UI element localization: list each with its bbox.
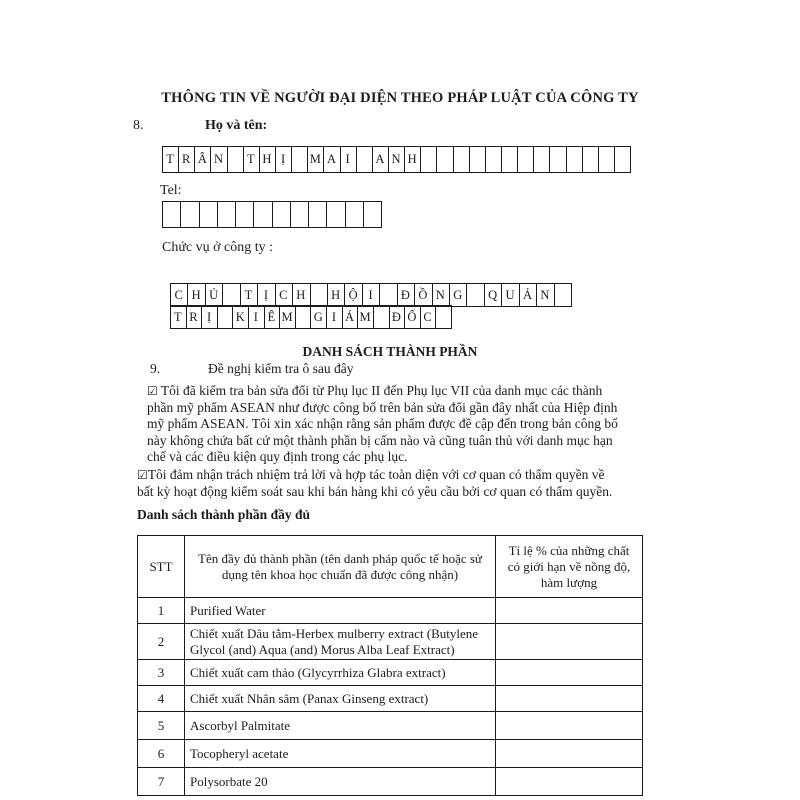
char-box: U <box>501 284 518 306</box>
char-box: N <box>536 284 553 306</box>
ingredient-percent[interactable] <box>496 740 643 768</box>
full-ingredient-list-heading: Danh sách thành phần đầy đủ <box>137 507 310 522</box>
ingredient-name: Chiết xuất Nhân sâm (Panax Ginseng extract) <box>185 686 496 712</box>
row-number: 5 <box>138 712 185 740</box>
char-box <box>163 202 180 227</box>
char-box: Ị <box>257 284 274 306</box>
char-box <box>420 147 436 172</box>
ingredient-percent[interactable] <box>496 598 643 624</box>
char-box: T <box>243 147 259 172</box>
checkbox-checked-icon[interactable]: ☑ <box>147 384 158 398</box>
char-box: Ị <box>275 147 291 172</box>
char-box: Đ <box>397 284 414 306</box>
char-box: Ộ <box>344 284 361 306</box>
char-box <box>356 147 372 172</box>
char-box: M <box>307 147 323 172</box>
char-box <box>222 284 239 306</box>
char-box: H <box>292 284 309 306</box>
declaration-2: ☑Tôi đảm nhận trách nhiệm trả lời và hợp tác toàn diện với cơ quan có thẩm quyền về bất kỳ hoạt động kiểm soát sau khi bán hàng khi có yêu cầu bởi cơ quan có thẩm quyền. <box>137 467 613 499</box>
char-box: A <box>323 147 339 172</box>
char-box: H <box>404 147 420 172</box>
ingredient-section-heading: DANH SÁCH THÀNH PHẦN <box>302 344 478 359</box>
char-box <box>453 147 469 172</box>
char-box: R <box>186 306 202 328</box>
char-box: T <box>166 152 175 166</box>
char-box: N <box>388 147 404 172</box>
declaration-1: ☑ Tôi đã kiểm tra bản sửa đổi từ Phụ lục II đến Phụ lục VII của danh mục các thành phần mỹ phẩm ASEAN như được công bố trên bản sửa đổi gần đây nhất của Hiệp định mỹ phẩm ASEAN. Tôi xin xác nhận rằng sản phẩm được đề cập đến trong bản công bố này không chứa bất cứ một thành phần bị cấm nào và cũng tuân thủ với danh mục hạn chế và các điều kiện quy định trong các phụ lục. <box>147 383 618 464</box>
char-box <box>436 147 452 172</box>
char-box <box>582 147 598 172</box>
table-row <box>138 598 643 624</box>
char-box <box>227 147 243 172</box>
char-box <box>310 284 327 306</box>
page-title: THÔNG TIN VỀ NGƯỜI ĐẠI DIỆN THEO PHÁP LUẬT CỦA CÔNG TY <box>161 90 639 106</box>
char-box <box>199 202 217 227</box>
row-number: 4 <box>138 686 185 712</box>
name-box-row[interactable] <box>162 146 631 173</box>
char-box <box>466 284 483 306</box>
checkbox-checked-icon[interactable]: ☑ <box>137 468 148 482</box>
char-box: C <box>420 306 436 328</box>
ingredient-table <box>137 535 643 796</box>
table-row <box>138 712 643 740</box>
char-box <box>253 202 271 227</box>
char-box: Ố <box>404 306 420 328</box>
char-box <box>326 202 344 227</box>
header-ingredient-name: Tên đầy đủ thành phần (tên danh pháp quốc tế hoặc sử dụng tên khoa học chuẩn đã được công nhận) <box>185 536 496 598</box>
char-box: Á <box>342 306 358 328</box>
table-row <box>138 624 643 660</box>
header-percent: Tỉ lệ % của những chất có giới hạn về nồng độ, hàm lượng <box>496 536 643 598</box>
char-box <box>272 202 290 227</box>
char-box: M <box>357 306 373 328</box>
ingredient-percent[interactable] <box>496 686 643 712</box>
ingredient-name: Chiết xuất cam thảo (Glycyrrhiza Glabra extract) <box>185 660 496 686</box>
char-box: C <box>174 287 184 302</box>
char-box: H <box>187 284 204 306</box>
char-box: G <box>449 284 466 306</box>
char-box: N <box>432 284 449 306</box>
char-box <box>295 306 311 328</box>
char-box <box>291 147 307 172</box>
ingredient-name: Tocopheryl acetate <box>185 740 496 768</box>
section-9-number: 9. <box>150 361 161 376</box>
char-box: Q <box>484 284 501 306</box>
table-header-row <box>138 536 643 598</box>
char-box <box>549 147 565 172</box>
char-box <box>566 147 582 172</box>
ingredient-name: Chiết xuất Dâu tằm-Herbex mulberry extract (Butylene Glycol (and) Aqua (and) Morus Alba Leaf Extract) <box>185 624 496 660</box>
ingredient-name: Ascorbyl Palmitate <box>185 712 496 740</box>
char-box <box>501 147 517 172</box>
position-label: Chức vụ ở công ty : <box>162 240 274 255</box>
char-box: Ị <box>201 306 217 328</box>
char-box <box>554 284 571 306</box>
char-box: Ê <box>264 306 280 328</box>
ingredient-name: Polysorbate 20 <box>185 768 496 796</box>
char-box: T <box>240 284 257 306</box>
ingredient-percent[interactable] <box>496 712 643 740</box>
char-box <box>435 306 451 328</box>
char-box <box>485 147 501 172</box>
char-box <box>469 147 485 172</box>
char-box <box>517 147 533 172</box>
char-box: R <box>178 147 194 172</box>
char-box <box>614 147 630 172</box>
char-box: Â <box>194 147 210 172</box>
char-box <box>363 202 381 227</box>
position-box-row-1[interactable] <box>170 283 572 307</box>
row-number: 6 <box>138 740 185 768</box>
char-box: I <box>340 147 356 172</box>
char-box: I <box>362 284 379 306</box>
ingredient-percent[interactable] <box>496 660 643 686</box>
char-box: N <box>210 147 226 172</box>
char-box <box>180 202 198 227</box>
char-box: T <box>173 309 183 324</box>
position-box-row-2[interactable] <box>170 305 452 329</box>
char-box <box>290 202 308 227</box>
table-row <box>138 660 643 686</box>
char-box: Đ <box>389 306 405 328</box>
row-number: 2 <box>138 624 185 660</box>
char-box: I <box>248 306 264 328</box>
ingredient-name: Purified Water <box>185 598 496 624</box>
table-row <box>138 740 643 768</box>
char-box: K <box>232 306 248 328</box>
name-label: Họ và tên: <box>205 118 268 133</box>
tel-box-row[interactable] <box>162 201 382 228</box>
check-request-text: Đề nghị kiểm tra ô sau đây <box>208 361 354 376</box>
char-box: H <box>259 147 275 172</box>
char-box: A <box>372 147 388 172</box>
char-box: Ủ <box>205 284 222 306</box>
char-box <box>533 147 549 172</box>
char-box <box>308 202 326 227</box>
row-number: 3 <box>138 660 185 686</box>
section-8-number: 8. <box>133 118 144 133</box>
row-number: 1 <box>138 598 185 624</box>
char-box: G <box>310 306 326 328</box>
char-box <box>373 306 389 328</box>
char-box <box>217 306 233 328</box>
tel-label: Tel: <box>160 183 182 198</box>
char-box <box>379 284 396 306</box>
char-box: Ả <box>519 284 536 306</box>
char-box: I <box>326 306 342 328</box>
char-box <box>235 202 253 227</box>
char-box <box>345 202 363 227</box>
header-stt: STT <box>138 536 185 598</box>
char-box <box>217 202 235 227</box>
char-box: M <box>279 306 295 328</box>
table-row <box>138 686 643 712</box>
ingredient-percent[interactable] <box>496 624 643 660</box>
ingredient-percent[interactable] <box>496 768 643 796</box>
table-row <box>138 768 643 796</box>
char-box: H <box>327 284 344 306</box>
char-box: Ồ <box>414 284 431 306</box>
char-box <box>598 147 614 172</box>
char-box: C <box>275 284 292 306</box>
row-number: 7 <box>138 768 185 796</box>
